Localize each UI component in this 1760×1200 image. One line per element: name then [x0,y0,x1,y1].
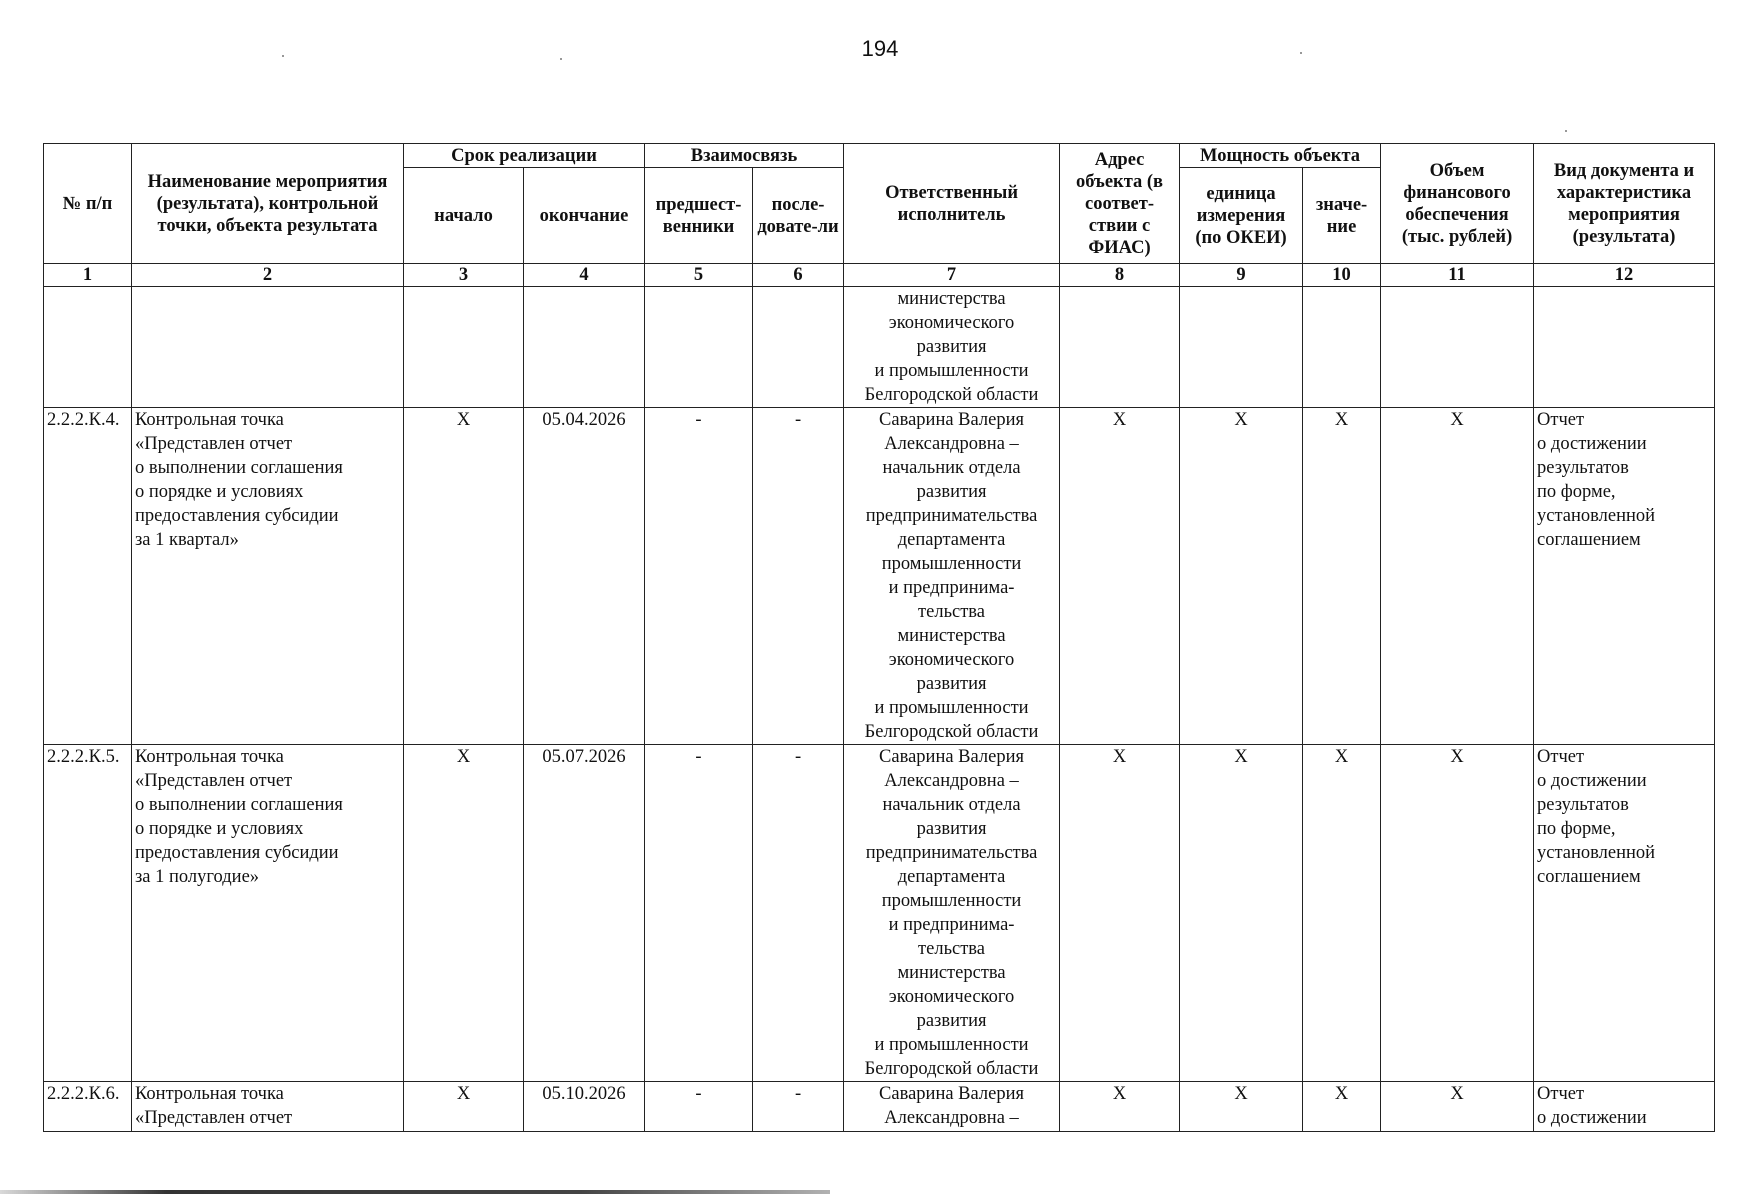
row-executor [844,287,1060,408]
row-unit: X [1180,408,1303,745]
column-number-row [44,264,1715,287]
row-executor-line: Саварина Валерия [879,747,1025,767]
row-name-line: «Представлен отчет [135,771,293,791]
row-name-line: Контрольная точка [135,410,284,430]
page-number: 194 [861,36,899,61]
row-address: X [1060,745,1180,1082]
table-row [44,745,1715,1082]
row-executor-line: и промышленности [874,361,1029,381]
row-doc-line: по форме, [1537,482,1616,502]
row-name [132,745,404,1082]
header-doc-type: Вид документа и характеристика мероприятия (результата) [1534,144,1715,264]
row-finance [1381,287,1534,408]
row-name-line: о порядке и условиях [135,819,304,839]
row-start: X [404,745,524,1082]
header-term-end: окончание [524,168,645,264]
row-executor-line: и предпринима- [888,915,1015,935]
row-executor-line: Саварина Валерия [879,1084,1025,1104]
table-row [44,408,1715,745]
row-executor-line: министерства [897,963,1006,983]
column-number: 9 [1180,264,1303,287]
column-number: 11 [1381,264,1534,287]
row-doc-line: Отчет [1537,1084,1585,1104]
row-name-line: «Представлен отчет [135,434,293,454]
header-link-group: Взаимосвязь [645,144,844,168]
row-predecessors: - [645,1082,753,1132]
scan-speck [1565,130,1567,132]
row-finance: X [1381,408,1534,745]
row-value: X [1303,1082,1381,1132]
scan-speck [1300,52,1302,54]
scan-edge-mark [0,1190,830,1194]
row-executor-line: Саварина Валерия [879,410,1025,430]
column-number: 1 [44,264,132,287]
row-executor-line: Белгородской области [864,1059,1039,1079]
row-doc-line: установленной [1537,843,1656,863]
row-executor [844,408,1060,745]
table-row [44,287,1715,408]
column-number: 10 [1303,264,1381,287]
row-unit [1180,287,1303,408]
row-address [1060,287,1180,408]
header-term-group: Срок реализации [404,144,645,168]
column-number: 12 [1534,264,1715,287]
row-executor-line: департамента [897,867,1006,887]
scan-speck [282,55,284,57]
table-row [44,1082,1715,1132]
row-doc [1534,408,1715,745]
column-number: 8 [1060,264,1180,287]
row-executor-line: Белгородской области [864,385,1039,405]
row-doc-line: установленной [1537,506,1656,526]
header-name: Наименование мероприятия (результата), контрольной точки, объекта результата [132,144,404,264]
header-finance: Объем финансового обеспечения (тыс. рублей) [1381,144,1534,264]
row-executor-line: экономического [888,650,1015,670]
row-executor-line: Александровна – [884,1108,1019,1128]
column-number: 3 [404,264,524,287]
row-doc-line: о достижении [1537,434,1647,454]
header-num: № п/п [44,144,132,264]
header-executor: Ответственный исполнитель [844,144,1060,264]
row-executor [844,1082,1060,1132]
row-name [132,408,404,745]
row-executor-line: промышленности [881,891,1022,911]
row-successors: - [753,408,844,745]
row-value [1303,287,1381,408]
row-value: X [1303,745,1381,1082]
row-value: X [1303,408,1381,745]
header-link-next: после-довате-ли [753,168,844,264]
header-term-start: начало [404,168,524,264]
row-executor-line: промышленности [881,554,1022,574]
row-end: 05.10.2026 [524,1082,645,1132]
column-number: 2 [132,264,404,287]
row-executor-line: экономического [888,987,1015,1007]
row-unit: X [1180,745,1303,1082]
row-executor [844,745,1060,1082]
header-link-prev: предшест-венники [645,168,753,264]
row-doc-line: Отчет [1537,747,1585,767]
row-executor-line: и предпринима- [888,578,1015,598]
column-number: 5 [645,264,753,287]
row-predecessors: - [645,408,753,745]
row-executor-line: министерства [897,289,1006,309]
column-number: 7 [844,264,1060,287]
row-unit: X [1180,1082,1303,1132]
row-doc-line: о достижении [1537,1108,1647,1128]
row-doc-line: Отчет [1537,410,1585,430]
row-successors [753,287,844,408]
row-name [132,287,404,408]
row-end: 05.04.2026 [524,408,645,745]
row-doc-line: результатов [1537,458,1629,478]
row-executor-line: начальник отдела [882,795,1021,815]
row-number: 2.2.2.К.5. [44,745,132,1082]
row-executor-line: предпринимательства [865,506,1038,526]
row-predecessors: - [645,745,753,1082]
row-executor-line: Александровна – [884,434,1019,454]
row-doc [1534,745,1715,1082]
row-name-line: предоставления субсидии [135,506,339,526]
row-executor-line: департамента [897,530,1006,550]
row-executor-line: развития [916,819,987,839]
column-number: 4 [524,264,645,287]
row-successors: - [753,1082,844,1132]
row-successors: - [753,745,844,1082]
row-end [524,287,645,408]
row-executor-line: начальник отдела [882,458,1021,478]
row-number [44,287,132,408]
row-executor-line: тельства [918,602,986,622]
row-name-line: о выполнении соглашения [135,458,343,478]
plan-table [43,143,1715,1132]
row-start [404,287,524,408]
row-predecessors [645,287,753,408]
row-executor-line: развития [916,674,987,694]
row-address: X [1060,1082,1180,1132]
row-name-line: предоставления субсидии [135,843,339,863]
row-executor-line: развития [916,482,987,502]
row-name-line: за 1 квартал» [135,530,239,550]
column-number: 6 [753,264,844,287]
row-doc-line: соглашением [1537,867,1641,887]
row-executor-line: и промышленности [874,1035,1029,1055]
row-executor-line: развития [916,1011,987,1031]
row-executor-line: Александровна – [884,771,1019,791]
header-capacity-group: Мощность объекта [1180,144,1381,168]
row-start: X [404,408,524,745]
row-name-line: о порядке и условиях [135,482,304,502]
row-address: X [1060,408,1180,745]
row-end: 05.07.2026 [524,745,645,1082]
header-address: Адрес объекта (в соответ-ствии с ФИАС) [1060,144,1180,264]
row-executor-line: и промышленности [874,698,1029,718]
row-start: X [404,1082,524,1132]
row-name-line: Контрольная точка [135,1084,284,1104]
row-name-line: о выполнении соглашения [135,795,343,815]
row-finance: X [1381,745,1534,1082]
row-executor-line: развития [916,337,987,357]
header-capacity-unit: единица измерения (по ОКЕИ) [1180,168,1303,264]
row-doc-line: по форме, [1537,819,1616,839]
row-name [132,1082,404,1132]
row-name-line: «Представлен отчет [135,1108,293,1128]
header-capacity-value: значе-ние [1303,168,1381,264]
scan-speck [560,58,562,60]
row-doc [1534,1082,1715,1132]
row-doc-line: о достижении [1537,771,1647,791]
row-executor-line: министерства [897,626,1006,646]
row-name-line: Контрольная точка [135,747,284,767]
row-executor-line: предпринимательства [865,843,1038,863]
row-doc-line: соглашением [1537,530,1641,550]
row-executor-line: тельства [918,939,986,959]
row-finance: X [1381,1082,1534,1132]
row-doc-line: результатов [1537,795,1629,815]
row-number: 2.2.2.К.4. [44,408,132,745]
row-number: 2.2.2.К.6. [44,1082,132,1132]
row-name-line: за 1 полугодие» [135,867,260,887]
row-executor-line: Белгородской области [864,722,1039,742]
row-doc [1534,287,1715,408]
row-executor-line: экономического [888,313,1015,333]
